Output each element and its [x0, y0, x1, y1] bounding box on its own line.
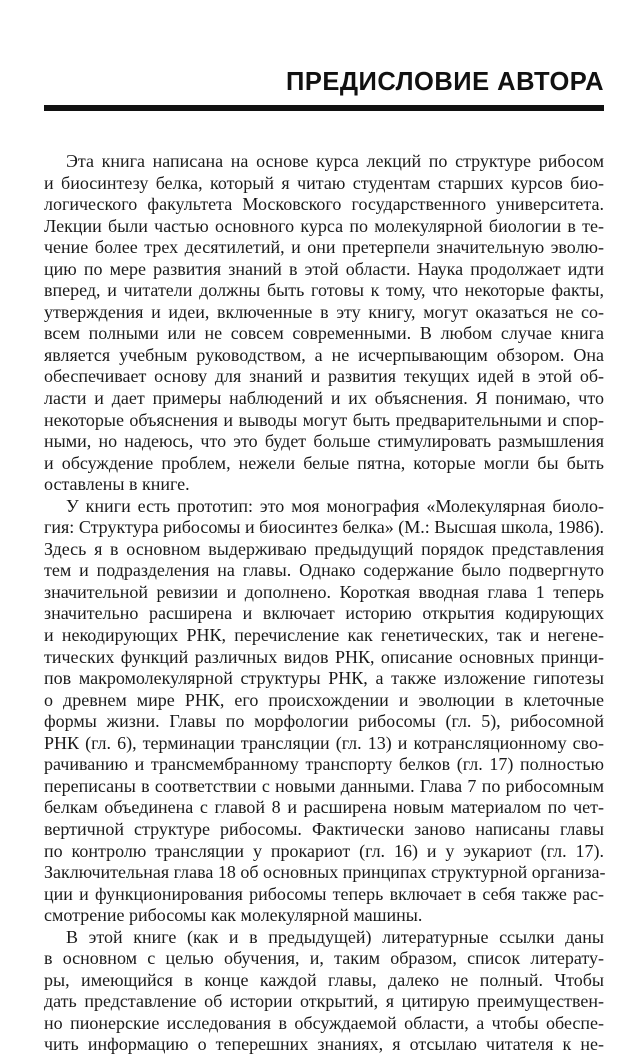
text-line: Здесь я в основном выдерживаю предыдущий порядок представления [44, 538, 604, 559]
text-line: тем и подразделения на главы. Однако содержание было подвергнуто [44, 560, 604, 581]
text-line: обеспечивает основу для знаний и развития текущих идей в этой об- [44, 366, 604, 387]
paragraph-3 [44, 927, 604, 1056]
text-line: ными, но надеюсь, что это будет больше стимулировать размышления [44, 431, 604, 452]
text-line: всем полными или не совсем современными. В любом случае книга [44, 323, 604, 344]
text-line: Эта книга написана на основе курса лекций по структуре рибосом [66, 151, 604, 171]
text-line: формы жизни. Главы по морфологии рибосомы (гл. 5), рибосомной [44, 711, 604, 732]
text-line: РНК (гл. 6), терминации трансляции (гл. 13) и котрансляционному сво- [44, 732, 604, 753]
text-line: чение более трех десятилетий, и они претерпели значительную эволю- [44, 237, 604, 258]
text-line: утверждения и идеи, включенные в эту книгу, могут оказаться не со- [44, 301, 604, 322]
text-line: Лекции были частью основного курса по молекулярной биологии в те- [44, 215, 604, 236]
text-line: цию по мере развития знаний в этой области. Наука продолжает идти [44, 258, 604, 279]
text-line: но пионерские исследования в обсуждаемой области, а чтобы обеспе- [44, 1012, 604, 1033]
body-text [44, 151, 604, 1056]
text-line: чить информацию о теперешних знаниях, я отсылаю читателя к не- [44, 1034, 604, 1055]
text-line: является учебным руководством, а не исчерпывающим обзором. Она [44, 344, 604, 365]
paragraph-1 [44, 151, 604, 496]
text-line: логического факультета Московского государственного университета. [44, 194, 604, 215]
text-line: ры, имеющийся в конце каждой главы, далеко не полный. Чтобы [44, 969, 604, 990]
paragraph-2 [44, 496, 604, 927]
text-line: вертичной структуре рибосомы. Фактически заново написаны главы [44, 818, 604, 839]
text-line: В этой книге (как и в предыдущей) литературные ссылки даны [66, 926, 604, 947]
text-line: в основном с целью обучения, и, таким образом, список литерату- [44, 948, 604, 969]
text-line: рачиванию и трансмембранному транспорту белков (гл. 17) полностью [44, 754, 604, 775]
text-line: Заключительная глава 18 об основных принципах структурной организа- [44, 862, 606, 883]
text-line: тических функций различных видов РНК, описание основных принци- [44, 646, 604, 667]
text-line: дать представление об истории открытий, я цитирую преимуществен- [44, 991, 604, 1012]
text-line: оставлены в книге. [44, 474, 190, 495]
text-line: гия: Структура рибосомы и биосинтез белка» (М.: Высшая школа, 1986). [44, 517, 604, 538]
text-line: вперед, и читатели должны быть готовы к тому, что некоторые факты, [44, 280, 604, 301]
text-line: переписаны в соответствии с новыми данными. Глава 7 по рибосомным [44, 775, 604, 796]
text-line: значительной ревизии и дополнено. Короткая вводная глава 1 теперь [44, 581, 604, 602]
title-underline [44, 105, 604, 111]
text-line: ции и функционирования рибосомы теперь включает в себя также рас- [44, 883, 604, 904]
text-line: по контролю трансляции у прокариот (гл. 16) и у эукариот (гл. 17). [44, 840, 604, 861]
text-line: пов макромолекулярной структуры РНК, а также изложение гипотезы [44, 668, 604, 689]
page-title: ПРЕДИСЛОВИЕ АВТОРА [285, 68, 604, 96]
text-line: и некодирующих РНК, перечисление как генетических, так и негене- [44, 625, 604, 646]
text-line: некоторые объяснения и выводы могут быть предварительными и спор- [44, 409, 604, 430]
text-line: У книги есть прототип: это моя монография «Молекулярная биоло- [66, 495, 604, 516]
text-line: и обсуждение проблем, нежели белые пятна, которые могли бы быть [44, 452, 604, 473]
text-line: и биосинтезу белка, который я читаю студентам старших курсов био- [44, 172, 604, 193]
text-line: ласти и дает примеры наблюдений и их объяснения. Я понимаю, что [44, 388, 604, 409]
text-line: белкам объединена с главой 8 и расширена новым материалом по чет- [44, 797, 604, 818]
text-line: о древнем мире РНК, его происхождении и эволюции в клеточные [44, 689, 604, 710]
text-line: смотрение рибосомы как молекулярной машины. [44, 905, 423, 926]
text-line: значительно расширена и включает историю открытия кодирующих [44, 603, 604, 624]
